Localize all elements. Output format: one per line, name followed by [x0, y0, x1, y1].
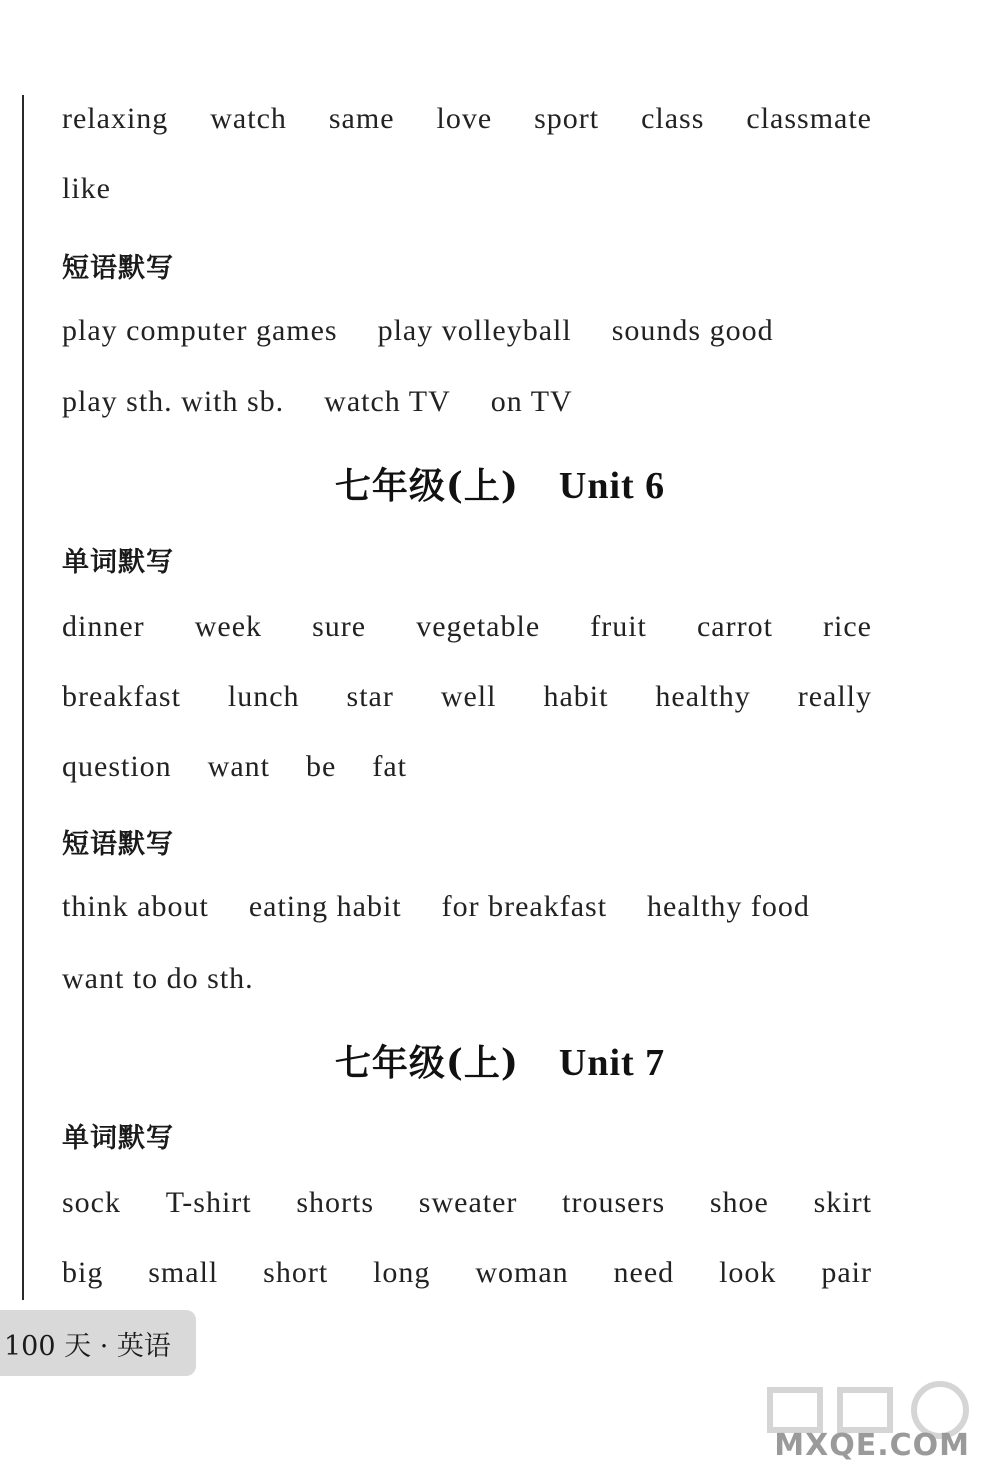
word: fat: [372, 750, 407, 783]
word: woman: [475, 1256, 569, 1289]
word: fruit: [590, 610, 647, 643]
phrase: sounds good: [611, 314, 774, 347]
phrase: think about: [62, 890, 209, 923]
section-heading-words: 单词默写: [62, 1123, 174, 1154]
section-heading-phrases: 短语默写: [62, 253, 174, 284]
unit-title-cn: 七年级(上): [334, 465, 519, 507]
unit-title-cn: 七年级(上): [334, 1042, 519, 1084]
word: sure: [312, 610, 367, 643]
word: watch: [210, 102, 287, 135]
page-footer-label: [0, 1310, 196, 1376]
word: class: [641, 102, 705, 135]
word-row: [62, 610, 872, 644]
phrase-row: [62, 314, 872, 348]
word: sock: [62, 1186, 121, 1219]
word: T-shirt: [165, 1186, 252, 1219]
word: skirt: [813, 1186, 872, 1219]
word: well: [440, 680, 497, 713]
word: look: [719, 1256, 777, 1289]
phrase: play volleyball: [377, 314, 572, 347]
word: rice: [823, 610, 872, 643]
word: want: [207, 750, 270, 783]
unit-title-en: Unit 7: [558, 1042, 666, 1084]
unit-title: [0, 458, 1000, 509]
word: like: [62, 172, 111, 205]
phrase: on TV: [490, 385, 573, 418]
word-row: [62, 1186, 872, 1220]
phrase: healthy food: [647, 890, 810, 923]
word-row: [62, 1256, 872, 1290]
phrase: play computer games: [62, 314, 338, 347]
word: dinner: [62, 610, 145, 643]
word-row: [62, 172, 872, 206]
word: shorts: [296, 1186, 375, 1219]
watermark-text: MXQE.COM: [774, 1428, 970, 1463]
word: need: [613, 1256, 675, 1289]
word: trousers: [562, 1186, 666, 1219]
word: pair: [821, 1256, 872, 1289]
word: lunch: [227, 680, 300, 713]
unit-title: [0, 1035, 1000, 1086]
word: week: [194, 610, 263, 643]
margin-rule: [22, 95, 24, 1300]
word: habit: [543, 680, 609, 713]
unit-title-en: Unit 6: [558, 465, 666, 507]
phrase: want to do sth.: [62, 962, 254, 995]
phrase-row: [62, 890, 872, 924]
word-row: [62, 750, 872, 784]
word: love: [436, 102, 493, 135]
word: vegetable: [416, 610, 541, 643]
word: carrot: [696, 610, 773, 643]
word: be: [306, 750, 337, 783]
word: same: [328, 102, 395, 135]
word: classmate: [746, 102, 872, 135]
word: sport: [534, 102, 600, 135]
word: healthy: [655, 680, 751, 713]
section-heading-words: 单词默写: [62, 547, 174, 578]
phrase: watch TV: [324, 385, 451, 418]
phrase-row: [62, 385, 872, 419]
word: big: [62, 1256, 104, 1289]
word-row: [62, 680, 872, 714]
word: star: [346, 680, 394, 713]
word: relaxing: [62, 102, 169, 135]
phrase: play sth. with sb.: [62, 385, 285, 418]
word: small: [148, 1256, 219, 1289]
word: sweater: [418, 1186, 518, 1219]
word: long: [373, 1256, 431, 1289]
section-heading-phrases: 短语默写: [62, 829, 174, 860]
phrase: for breakfast: [441, 890, 608, 923]
word: really: [797, 680, 872, 713]
word: breakfast: [62, 680, 181, 713]
word-row: [62, 102, 872, 136]
phrase: eating habit: [248, 890, 402, 923]
footer-text: 100 天 · 英语: [4, 1330, 171, 1362]
word: shoe: [709, 1186, 769, 1219]
word: question: [62, 750, 172, 783]
word: short: [263, 1256, 329, 1289]
phrase-row: [62, 962, 872, 996]
